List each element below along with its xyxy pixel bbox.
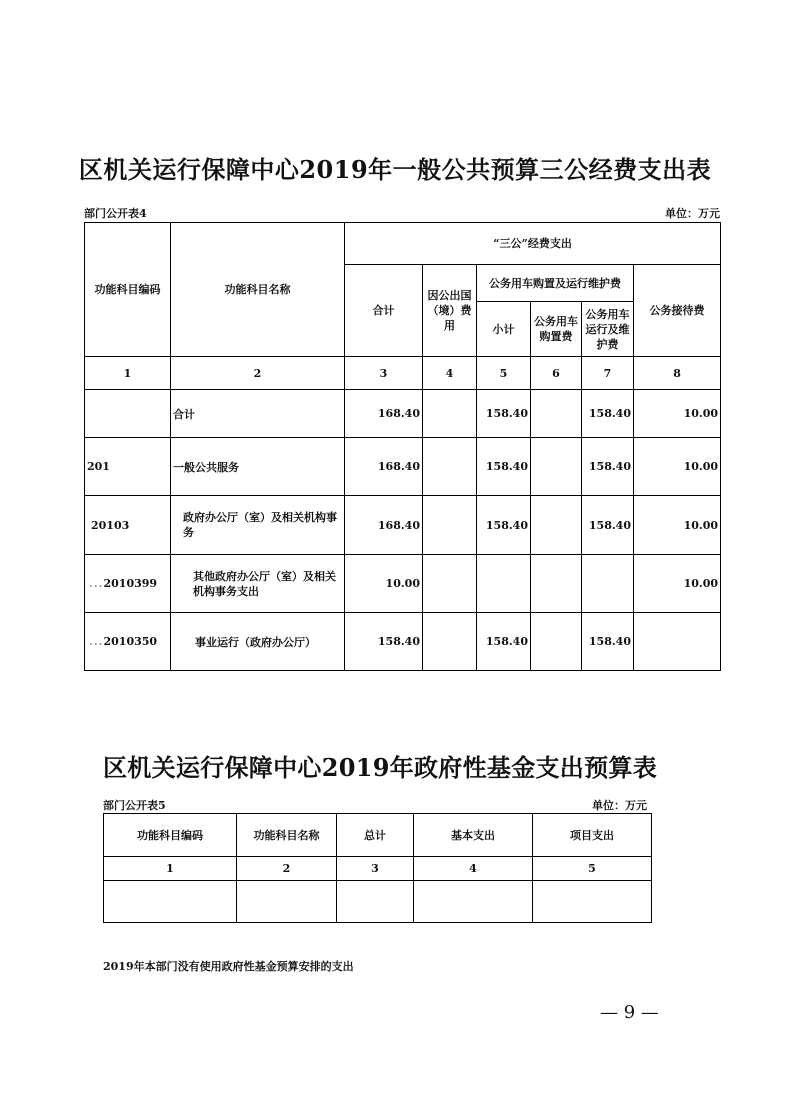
row-total: 158.40 — [345, 613, 423, 671]
col-number: 4 — [423, 357, 477, 390]
page-number: — 9 — — [600, 1002, 659, 1023]
row-total: 10.00 — [345, 555, 423, 613]
col-number: 7 — [582, 357, 634, 390]
header-total: 合计 — [345, 265, 423, 357]
col-number: 2 — [171, 357, 345, 390]
row-abroad — [423, 496, 477, 555]
header-basic: 基本支出 — [414, 814, 533, 857]
header-name: 功能科目名称 — [237, 814, 337, 857]
leader-dots: ... — [89, 577, 104, 590]
row-total: 168.40 — [345, 438, 423, 496]
header-code: 功能科目编码 — [85, 223, 171, 357]
row-code: 20103 — [85, 496, 171, 555]
row-name: 合计 — [171, 390, 345, 438]
row-code: 201 — [85, 438, 171, 496]
table-row — [85, 390, 721, 438]
col-number: 4 — [414, 857, 533, 881]
row-code-value: 2010399 — [103, 577, 158, 590]
row-purchase — [531, 613, 582, 671]
row-reception — [634, 613, 721, 671]
row-name: 一般公共服务 — [171, 438, 345, 496]
row-abroad — [423, 438, 477, 496]
table-row — [85, 555, 721, 613]
col-number: 3 — [345, 357, 423, 390]
header-abroad: 因公出国（境）费用 — [423, 265, 477, 357]
row-subtotal: 158.40 — [477, 438, 531, 496]
table-row — [85, 438, 721, 496]
table1-form-label: 部门公开表4 — [84, 207, 147, 220]
header-subtotal: 小计 — [477, 302, 531, 357]
row-subtotal — [477, 555, 531, 613]
row-name: 政府办公厅（室）及相关机构事务 — [171, 496, 345, 555]
col-number: 8 — [634, 357, 721, 390]
table-row — [85, 613, 721, 671]
row-reception: 10.00 — [634, 496, 721, 555]
row-purchase — [531, 555, 582, 613]
table2-note: 2019年本部门没有使用政府性基金预算安排的支出 — [103, 960, 354, 973]
row-subtotal: 158.40 — [477, 496, 531, 555]
col-number: 1 — [104, 857, 237, 881]
table1-title: 区机关运行保障中心2019年一般公共预算三公经费支出表 — [78, 155, 712, 184]
row-reception: 10.00 — [634, 555, 721, 613]
row-abroad — [423, 613, 477, 671]
row-code-value: 2010350 — [103, 635, 158, 648]
row-purchase — [531, 438, 582, 496]
row-code — [85, 555, 171, 613]
header-vehicle-group: 公务用车购置及运行维护费 — [477, 265, 634, 302]
row-name: 事业运行（政府办公厅） — [171, 613, 345, 671]
table-row — [85, 496, 721, 555]
row-operation: 158.40 — [582, 496, 634, 555]
row-operation: 158.40 — [582, 390, 634, 438]
header-total: 总计 — [337, 814, 414, 857]
row-reception: 10.00 — [634, 390, 721, 438]
col-number: 5 — [533, 857, 652, 881]
header-vehicle-purchase: 公务用车购置费 — [531, 302, 582, 357]
table2-form-label: 部门公开表5 — [103, 799, 166, 812]
row-code — [85, 613, 171, 671]
row-abroad — [423, 555, 477, 613]
header-three-public: “三公”经费支出 — [345, 223, 721, 265]
header-vehicle-operation: 公务用车运行及维护费 — [582, 302, 634, 357]
government-fund-table — [103, 813, 652, 923]
col-number: 5 — [477, 357, 531, 390]
row-total: 168.40 — [345, 390, 423, 438]
row-purchase — [531, 496, 582, 555]
empty-cell — [337, 881, 414, 923]
three-public-expense-table — [84, 222, 721, 671]
row-total: 168.40 — [345, 496, 423, 555]
row-abroad — [423, 390, 477, 438]
leader-dots: ... — [89, 635, 104, 648]
row-reception: 10.00 — [634, 438, 721, 496]
row-operation — [582, 555, 634, 613]
row-name: 其他政府办公厅（室）及相关机构事务支出 — [171, 555, 345, 613]
header-name: 功能科目名称 — [171, 223, 345, 357]
table2-title: 区机关运行保障中心2019年政府性基金支出预算表 — [103, 753, 657, 782]
empty-cell — [414, 881, 533, 923]
row-operation: 158.40 — [582, 438, 634, 496]
col-number: 1 — [85, 357, 171, 390]
empty-cell — [533, 881, 652, 923]
table1-unit-label: 单位：万元 — [665, 207, 720, 220]
col-number: 3 — [337, 857, 414, 881]
header-code: 功能科目编码 — [104, 814, 237, 857]
header-reception: 公务接待费 — [634, 265, 721, 357]
header-project: 项目支出 — [533, 814, 652, 857]
row-code — [85, 390, 171, 438]
empty-cell — [237, 881, 337, 923]
row-operation: 158.40 — [582, 613, 634, 671]
row-purchase — [531, 390, 582, 438]
table2-unit-label: 单位：万元 — [592, 799, 647, 812]
col-number: 6 — [531, 357, 582, 390]
row-subtotal: 158.40 — [477, 613, 531, 671]
row-subtotal: 158.40 — [477, 390, 531, 438]
empty-cell — [104, 881, 237, 923]
table-row — [104, 881, 652, 923]
col-number: 2 — [237, 857, 337, 881]
